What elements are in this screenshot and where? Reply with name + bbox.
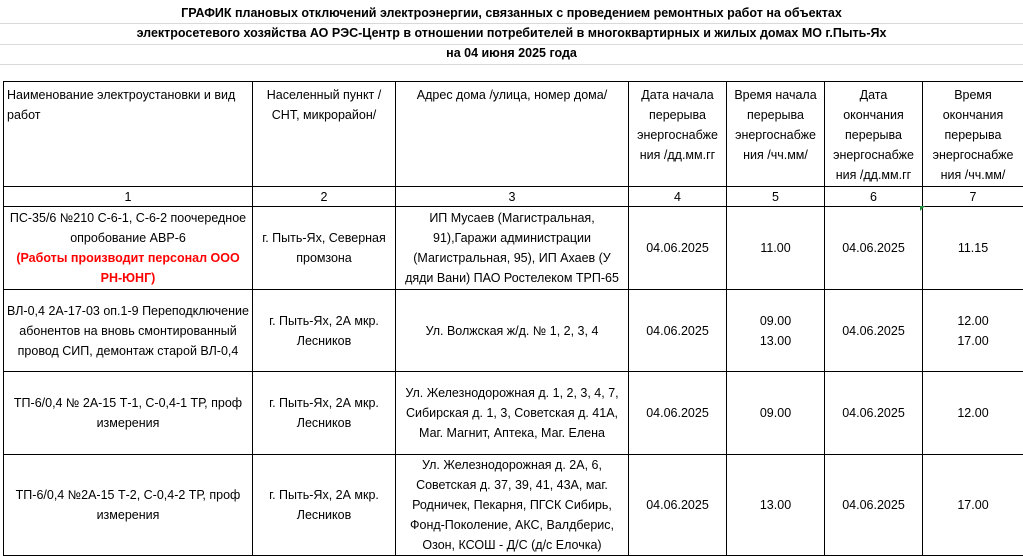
start-time-cell[interactable]	[727, 372, 825, 455]
title-line-3: на 04 июня 2025 года	[0, 43, 1023, 64]
end-date-cell[interactable]: 04.06.2025	[825, 207, 923, 290]
locality-cell[interactable]: г. Пыть-Ях, 2А мкр. Лесников	[253, 455, 396, 556]
end-date-cell[interactable]: 04.06.2025	[825, 372, 923, 455]
header-cell: Время окончания перерыва энергоснабже ния /чч.мм/	[923, 82, 1023, 187]
start-date-cell[interactable]: 04.06.2025	[629, 372, 727, 455]
end-time-cell[interactable]	[923, 372, 1023, 455]
object-cell[interactable]: ВЛ-0,4 2А-17-03 оп.1-9 Переподключение абонентов на вновь смонтированный провод СИП, демонтаж старой ВЛ-0,4	[4, 290, 253, 372]
end-date-cell[interactable]: 04.06.2025	[825, 290, 923, 372]
start-date-cell[interactable]: 04.06.2025	[629, 207, 727, 290]
end-time: 17.00	[926, 495, 1020, 515]
title-line-1: ГРАФИК плановых отключений электроэнергии, связанных с проведением ремонтных работ на объектах	[0, 3, 1023, 24]
end-time: 11.15	[926, 238, 1020, 258]
table-row	[4, 290, 1023, 372]
start-time: 09.00	[730, 403, 821, 423]
header-cell: Адрес дома /улица, номер дома/	[396, 82, 629, 187]
schedule-table	[3, 81, 1023, 556]
end-time-cell[interactable]	[923, 290, 1023, 372]
contractor-note: (Работы производит персонал ООО РН-ЮНГ)	[16, 251, 239, 285]
header-cell: Дата начала перерыва энергоснабже ния /дд.мм.гг	[629, 82, 727, 187]
end-time: 12.00	[926, 403, 1020, 423]
object-text: ПС-35/6 №210 С-6-1, С-6-2 поочередное опробование АВР-6	[10, 211, 246, 245]
end-time-cell[interactable]	[923, 207, 1023, 290]
object-cell[interactable]: ТП-6/0,4 № 2А-15 Т-1, С-0,4-1 ТР, проф измерения	[4, 372, 253, 455]
end-time: 17.00	[926, 331, 1020, 351]
start-date-cell[interactable]: 04.06.2025	[629, 290, 727, 372]
start-time: 13.00	[730, 331, 821, 351]
column-number: 6	[825, 187, 923, 207]
start-time: 09.00	[730, 311, 821, 331]
end-time: 12.00	[926, 311, 1020, 331]
column-number: 7	[923, 187, 1023, 207]
address-cell[interactable]: ИП Мусаев (Магистральная, 91),Гаражи администрации (Магистральная, 95), ИП Ахаев (У дяди Вани) ПАО Ростелеком ТРП-65	[396, 207, 629, 290]
title-line-2: электросетевого хозяйства АО РЭС-Центр в отношении потребителей в многоквартирных и жилых домах МО г.Пыть-Ях	[0, 23, 1023, 44]
column-number: 2	[253, 187, 396, 207]
address-cell[interactable]: Ул. Волжская ж/д. № 1, 2, 3, 4	[396, 290, 629, 372]
cell-comment-marker-icon	[920, 206, 925, 211]
column-number: 3	[396, 187, 629, 207]
column-number: 5	[727, 187, 825, 207]
sheet-gridline	[0, 64, 1023, 65]
start-date-cell[interactable]: 04.06.2025	[629, 455, 727, 556]
locality-cell[interactable]: г. Пыть-Ях, 2А мкр. Лесников	[253, 372, 396, 455]
start-time-cell[interactable]	[727, 455, 825, 556]
start-time-cell[interactable]	[727, 290, 825, 372]
start-time-cell[interactable]	[727, 207, 825, 290]
table-row	[4, 455, 1023, 556]
column-number-row	[4, 187, 1023, 207]
header-cell: Наименование электроустановки и вид работ	[4, 82, 253, 187]
header-cell: Время начала перерыва энергоснабже ния /чч.мм/	[727, 82, 825, 187]
table-row	[4, 372, 1023, 455]
object-cell[interactable]	[4, 207, 253, 290]
locality-cell[interactable]: г. Пыть-Ях, 2А мкр. Лесников	[253, 290, 396, 372]
header-cell: Населенный пункт /СНТ, микрорайон/	[253, 82, 396, 187]
address-cell[interactable]: Ул. Железнодорожная д. 1, 2, 3, 4, 7, Сибирская д. 1, 3, Советская д. 41А, Маг. Магнит, Аптека, Маг. Елена	[396, 372, 629, 455]
column-number: 4	[629, 187, 727, 207]
locality-cell[interactable]: г. Пыть-Ях, Северная промзона	[253, 207, 396, 290]
header-cell: Дата окончания перерыва энергоснабже ния /дд.мм.гг	[825, 82, 923, 187]
start-time: 11.00	[730, 238, 821, 258]
end-date-cell[interactable]: 04.06.2025	[825, 455, 923, 556]
table-row	[4, 207, 1023, 290]
start-time: 13.00	[730, 495, 821, 515]
object-cell[interactable]: ТП-6/0,4 №2А-15 Т-2, С-0,4-2 ТР, проф измерения	[4, 455, 253, 556]
end-time-cell[interactable]	[923, 455, 1023, 556]
header-row	[4, 82, 1023, 187]
column-number: 1	[4, 187, 253, 207]
address-cell[interactable]: Ул. Железнодорожная д. 2А, 6, Советская д. 37, 39, 41, 43А, маг. Родничек, Пекарня, ПГСК Сибирь, Фонд-Поколение, АКС, Валдберис, Озон, КСОШ - Д/С (д/с Елочка)	[396, 455, 629, 556]
